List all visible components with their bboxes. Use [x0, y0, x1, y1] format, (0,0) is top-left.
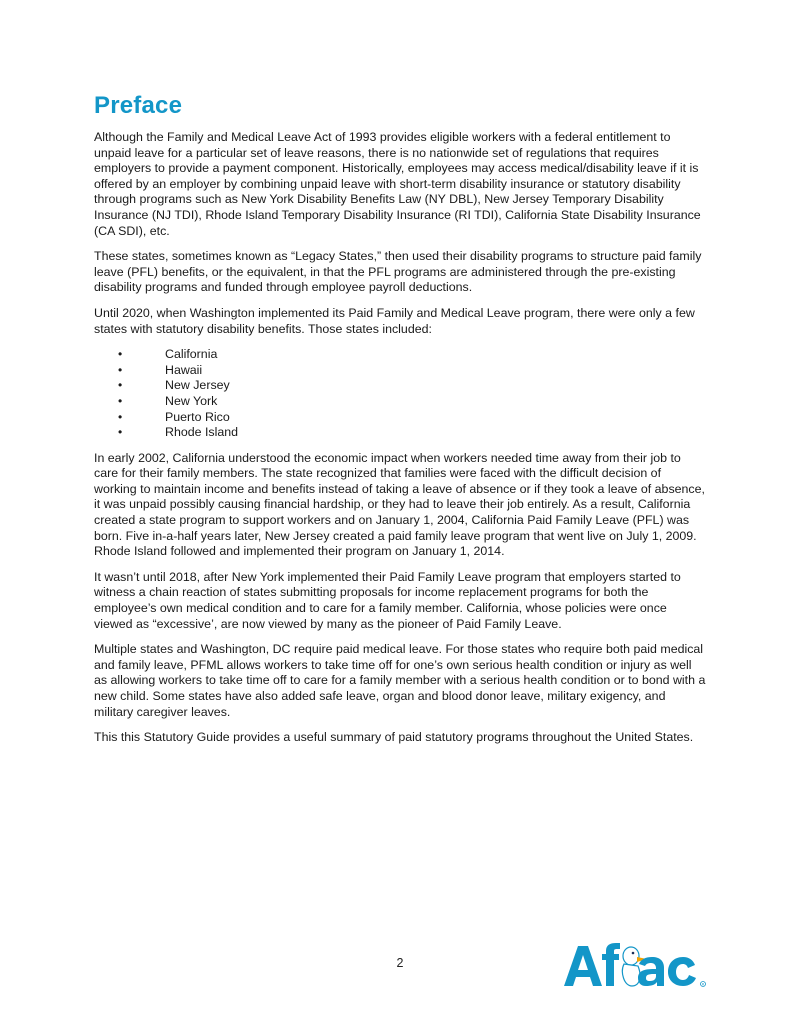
paragraph-multiple-states: Multiple states and Washington, DC require paid medical leave. For those states who require both paid medical and family leave, PFML allows workers to take time off for one’s own serious health condition or injury as well as allowing workers to take time off to care for a family member with a serious health condition or to bond with a new child. Some states have also added safe leave, organ and blood donor leave, military exigency, and military caregiver leaves. — [94, 642, 706, 719]
list-item: • Hawaii — [94, 363, 706, 379]
list-item: • California — [94, 347, 706, 363]
logo-letter-a — [564, 946, 602, 986]
svg-text:R: R — [701, 982, 705, 987]
logo-letter-a2 — [638, 957, 664, 986]
aflac-logo — [562, 940, 710, 990]
list-item: • Rhode Island — [94, 425, 706, 441]
list-item: • Puerto Rico — [94, 410, 706, 426]
states-list — [94, 347, 706, 441]
paragraph-legacy-states: These states, sometimes known as “Legacy States,” then used their disability programs to structure paid family leave (PFL) benefits, or the equivalent, in that the PFL programs are administered through the pre-existing disability programs and funded through employee payroll deductions. — [94, 249, 702, 295]
page-number: 2 — [396, 956, 404, 970]
paragraph-guide-summary: This this Statutory Guide provides a useful summary of paid statutory programs throughout the United States. — [94, 730, 694, 745]
paragraph-intro: Although the Family and Medical Leave Act of 1993 provides eligible workers with a federal entitlement to unpaid leave for a particular set of leave reasons, there is no nationwide set of regulations that requires employers to provide a payment component. Historically, employees may access medical/disability leave if it is offered by an employer by combining unpaid leave with short-term disability insurance or statutory disability through programs such as New York Disability Benefits Law (NY DBL), New Jersey Temporary Disability Insurance (NJ TDI), Rhode Island Temporary Disability Insurance (RI TDI), California State Disability Insurance (CA SDI), etc. — [94, 130, 701, 238]
paragraph-california-2002: In early 2002, California understood the economic impact when workers needed time away from their job to care for their family members. The state recognized that families were faced with the difficult decision of working to maintain income and benefits instead of taking a leave of absence or if they took a leave of absence, it was unpaid possibly causing financial hardship, or they had to leave their job entirely. As a result, California created a state program to support workers and on January 1, 2004, California Paid Family Leave (PFL) was born. Five in-a-half years later, New Jersey created a paid family leave program that went live on July 1, 2009. Rhode Island followed and implemented their program on January 1, 2014. — [94, 450, 705, 559]
paragraph-until-2020: Until 2020, when Washington implemented its Paid Family and Medical Leave program, there were only a few states with statutory disability benefits. Those states included: — [94, 305, 695, 336]
logo-letter-c — [668, 957, 696, 986]
list-item: • New York — [94, 394, 706, 410]
paragraph-new-york-2018: It wasn’t until 2018, after New York implemented their Paid Family Leave program that employers started to witness a chain reaction of states submitting proposals for income replacement programs for both the employee’s own medical condition and to care for a family member. California, whose policies were once viewed as “excessive’, are now viewed by many as the pioneer of Paid Family Leave. — [94, 569, 681, 631]
list-item: • New Jersey — [94, 378, 706, 394]
document-page — [94, 92, 706, 756]
page-title: Preface — [94, 92, 183, 119]
logo-letter-f — [602, 943, 620, 986]
